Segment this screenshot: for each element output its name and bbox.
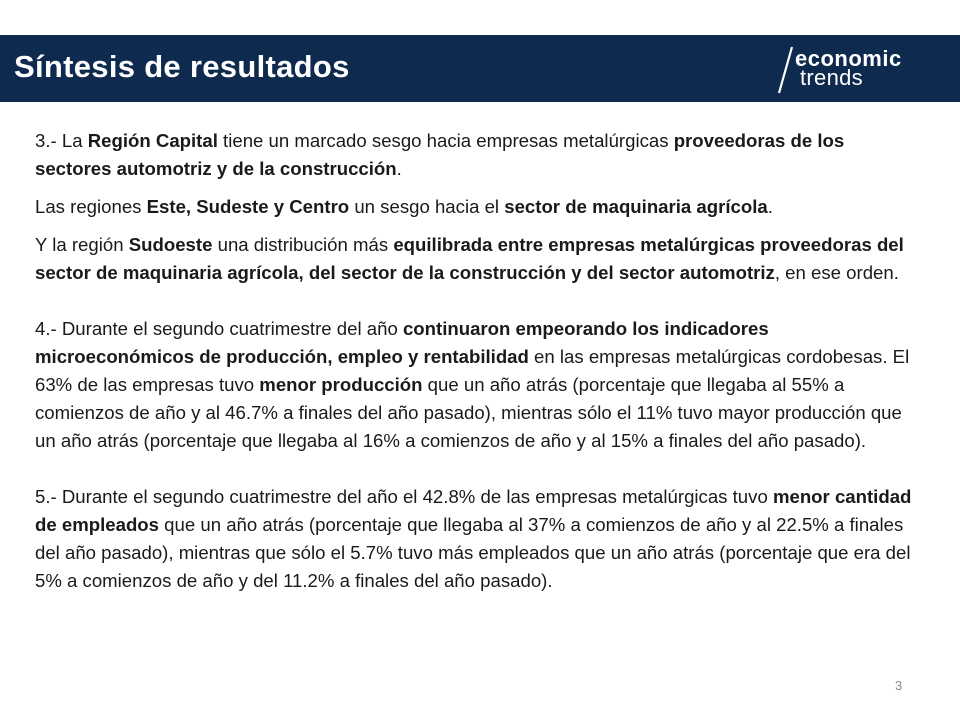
logo-slash-icon [775,44,797,96]
logo-word-economic: economic [795,46,902,71]
title-bar [0,35,960,102]
page-title: Síntesis de resultados [14,49,350,84]
page-number: 3 [895,678,903,693]
economic-trends-logo [775,41,950,97]
paragraph-5: 5.- Durante el segundo cuatrimestre del año el 42.8% de las empresas metalúrgicas tuvo menor cantidad de empleados que un año atrás (porcentaje que llegaba al 37% a comienzos de año y al 22.5% a finales del año pasado), mientras que sólo el 5.7% tuvo más empleados que un año atrás (porcentaje que era del 5% a comienzos de año y del 11.2% a finales del año pasado). [35,486,912,591]
paragraph-4: 4.- Durante el segundo cuatrimestre del año continuaron empeorando los indicadores microeconómicos de producción, empleo y rentabilidad en las empresas metalúrgicas cordobesas. El 63% de las empresas tuvo menor producción que un año atrás (porcentaje que llegaba al 55% a comienzos de año y al 46.7% a finales del año pasado), mientras sólo el 11% tuvo mayor producción que un año atrás (porcentaje que llegaba al 16% a comienzos de año y al 15% a finales del año pasado). [35,318,910,451]
paragraph-3-regions: Las regiones Este, Sudeste y Centro un sesgo hacia el sector de maquinaria agrícola. [35,196,773,217]
slide-body [35,127,915,595]
logo-word-trends: trends [800,65,863,90]
paragraph-3: 3.- La Región Capital tiene un marcado sesgo hacia empresas metalúrgicas proveedoras de los sectores automotriz y de la construcción. [35,130,845,179]
paragraph-3-sudoeste: Y la región Sudoeste una distribución más equilibrada entre empresas metalúrgicas proveedoras del sector de maquinaria agrícola, del sector de la construcción y del sector automotriz, en ese orden. [35,234,904,283]
